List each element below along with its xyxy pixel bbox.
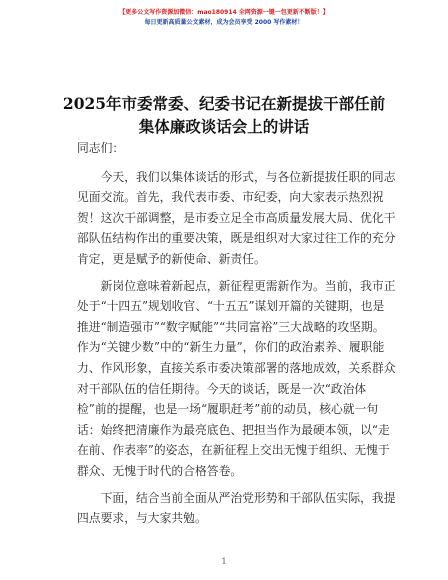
document-title — [40, 92, 408, 138]
paragraph-line: 推进“制造强市”“数字赋能”“共同富裕”三大战略的攻坚期。 — [77, 319, 385, 334]
promo-banner-line-2: 每日更新高质量公文素材，成为会员享受 2000 写作素材！ — [144, 19, 304, 26]
paragraph — [77, 488, 396, 529]
document-title-line-1: 2025年市委常委、纪委书记在新提拔干部任前 — [62, 94, 386, 113]
paragraph-line: 力、作风形象，直接关系市委决策部署的落地成效，关系群众 — [77, 360, 396, 375]
salutation: 同志们： — [77, 141, 125, 155]
paragraph-line: 贺！这次干部调整，是市委立足全市高质量发展大局、优化干 — [77, 210, 396, 225]
paragraph-line: 四点要求，与大家共勉。 — [77, 511, 207, 526]
promo-banner-line-1: 【更多公文写作资源加微信：mao180914 全网资源一键一包更新不断版！】 — [119, 9, 329, 16]
paragraph-line: 在前、作表率”的姿态，在新征程上交出无愧于组织、无愧于 — [77, 443, 390, 458]
paragraph — [77, 276, 396, 482]
paragraph-line: 群众、无愧于时代的合格答卷。 — [77, 463, 243, 478]
document-body — [77, 138, 396, 535]
paragraph-line: 新岗位意味着新起点，新征程更需新作为。当前，我市正 — [100, 278, 396, 293]
paragraph-line: 检”前的提醒，也是一场“履职赶考”前的动员，核心就一句 — [77, 402, 379, 417]
paragraph-line: 下面，结合当前全面从严治党形势和干部队伍实际，我提 — [100, 490, 396, 505]
paragraph-line: 见面交流。首先，我代表市委、市纪委，向大家表示热烈祝 — [77, 190, 384, 205]
document-title-line-2: 集体廉政谈话会上的讲话 — [138, 117, 310, 136]
page-number: 1 — [221, 557, 227, 566]
paragraph-line: 作为“关键少数”中的“新生力量”，你们的政治素养、履职能 — [77, 340, 385, 355]
paragraph-line: 部队伍结构作出的重要决策，既是组织对大家过往工作的充分 — [77, 231, 396, 246]
paragraph-line: 肯定，更是赋予的新使命、新责任。 — [77, 251, 266, 266]
paragraph-line: 话：始终把清廉作为最亮底色、把担当作为最硬本领，以“走 — [77, 422, 390, 437]
paragraph — [77, 167, 396, 270]
paragraph-line: 对干部队伍的信任期待。今天的谈话，既是一次“政治体 — [77, 381, 367, 396]
promo-banner — [0, 8, 448, 28]
paragraph-line: 今天，我们以集体谈话的形式，与各位新提拔任职的同志 — [100, 169, 396, 184]
paragraph-line: 处于“十四五”规划收官、“十五五”谋划开篇的关键期，也是 — [77, 299, 385, 314]
